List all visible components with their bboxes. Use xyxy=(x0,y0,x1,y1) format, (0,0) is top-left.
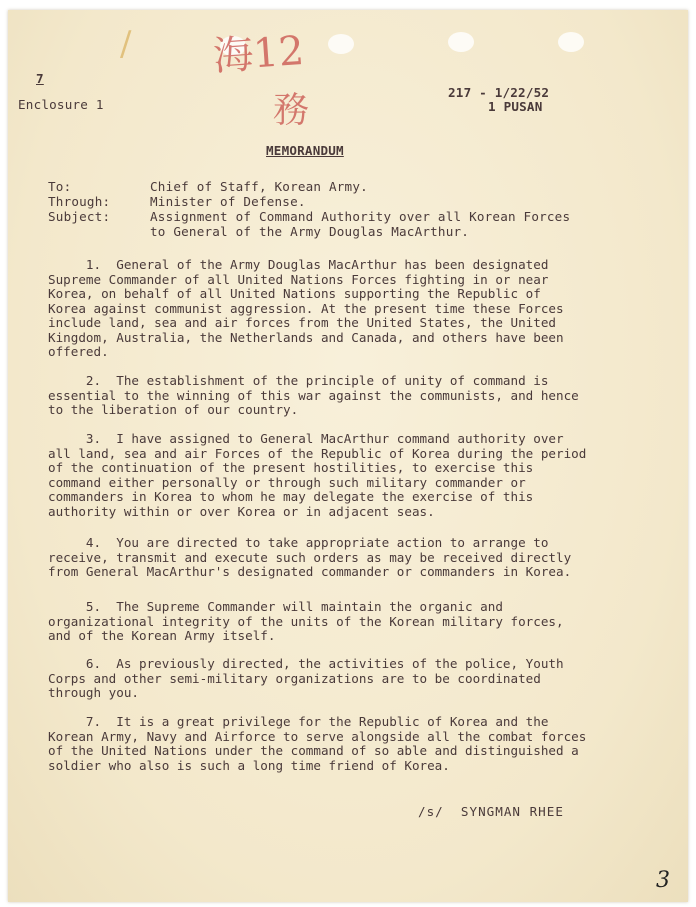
handwritten-stamp: 務 xyxy=(273,90,310,131)
paragraph-1 xyxy=(48,258,658,360)
paragraph-line: Korean Army, Navy and Airforce to serve alongside all the combat forces xyxy=(48,728,587,744)
location: 1 PUSAN xyxy=(488,99,543,114)
reference-number: 217 - 1/22/52 xyxy=(448,85,550,100)
through-value: Minister of Defense. xyxy=(150,194,306,209)
paragraph-line: 1. General of the Army Douglas MacArthur has been designated xyxy=(48,257,549,272)
paragraph-line: 2. The establishment of the principle of unity of command is xyxy=(48,373,549,388)
memo-page xyxy=(8,10,688,902)
paragraph-line: Supreme Commander of all United Nations Forces fighting in or near xyxy=(48,271,549,287)
paragraph-line: offered. xyxy=(48,344,109,359)
enclosure-label: Enclosure 1 xyxy=(18,97,104,112)
paragraph-line: commanders in Korea to whom he may delegate the exercise of this xyxy=(48,489,534,504)
paragraph-2 xyxy=(48,374,658,418)
signature: /s/ SYNGMAN RHEE xyxy=(418,804,564,819)
paragraph-line: all land, sea and air Forces of the Republic of Korea during the period xyxy=(48,445,587,461)
paragraph-line: authority within or over Korea or in adjacent seas. xyxy=(48,503,435,519)
paragraph-line: through you. xyxy=(48,685,139,700)
paragraph-line: 7. It is a great privilege for the Republic of Korea and the xyxy=(48,714,549,729)
paper-spot xyxy=(558,32,584,52)
paragraph-line: 3. I have assigned to General MacArthur command authority over xyxy=(48,431,564,446)
paragraph-line: from General MacArthur's designated commander or commanders in Korea. xyxy=(48,564,572,579)
paragraph-7 xyxy=(48,715,658,773)
paragraph-line: and of the Korean Army itself. xyxy=(48,628,276,643)
paragraph-line: of the continuation of the present hostilities, to exercise this xyxy=(48,460,534,475)
subject-line-2: to General of the Army Douglas MacArthur. xyxy=(150,224,470,239)
paragraph-6 xyxy=(48,657,658,701)
paragraph-line: organizational integrity of the units of the Korean military forces, xyxy=(48,613,564,629)
through-label: Through: xyxy=(48,194,111,209)
paragraph-line: Korea, on behalf of all United Nations supporting the Republic of xyxy=(48,286,541,301)
paragraph-line: essential to the winning of this war against the communists, and hence xyxy=(48,387,579,403)
margin-pencil-mark: / xyxy=(120,24,132,64)
paragraph-line: of the United Nations under the command of so able and distinguished a xyxy=(48,743,579,758)
paragraph-line: include land, sea and air forces from the United States, the United xyxy=(48,315,556,330)
to-value: Chief of Staff, Korean Army. xyxy=(150,179,368,194)
to-label: To: xyxy=(48,179,72,194)
paragraph-line: Kingdom, Australia, the Netherlands and Canada, and others have been xyxy=(48,329,564,345)
page-number: 3 xyxy=(656,868,670,893)
paragraph-line: receive, transmit and execute such orders as may be received directly xyxy=(48,549,572,565)
subject-label: Subject: xyxy=(48,209,111,224)
top-left-mark: 7 xyxy=(36,71,44,86)
paragraph-5 xyxy=(48,600,658,644)
memo-title: MEMORANDUM xyxy=(266,143,344,158)
handwritten-top-mark: 海12 xyxy=(211,27,306,81)
paragraph-line: soldier who also is such a long time friend of Korea. xyxy=(48,757,450,773)
paragraph-line: command either personally or through such military commander or xyxy=(48,474,526,490)
paragraph-line: Korea against communist aggression. At the present time these Forces xyxy=(48,300,564,316)
subject-line-1: Assignment of Command Authority over all Korean Forces xyxy=(150,209,571,224)
paragraph-line: 5. The Supreme Commander will maintain the organic and xyxy=(48,599,503,614)
paper-spot xyxy=(328,34,354,54)
paragraph-line: Corps and other semi-military organizations are to be coordinated xyxy=(48,670,541,686)
paragraph-4 xyxy=(48,536,658,580)
paragraph-line: to the liberation of our country. xyxy=(48,402,299,417)
paragraph-line: 6. As previously directed, the activities of the police, Youth xyxy=(48,656,564,671)
paragraph-line: 4. You are directed to take appropriate action to arrange to xyxy=(48,535,549,550)
paragraph-3 xyxy=(48,432,658,519)
paper-spot xyxy=(448,32,474,52)
